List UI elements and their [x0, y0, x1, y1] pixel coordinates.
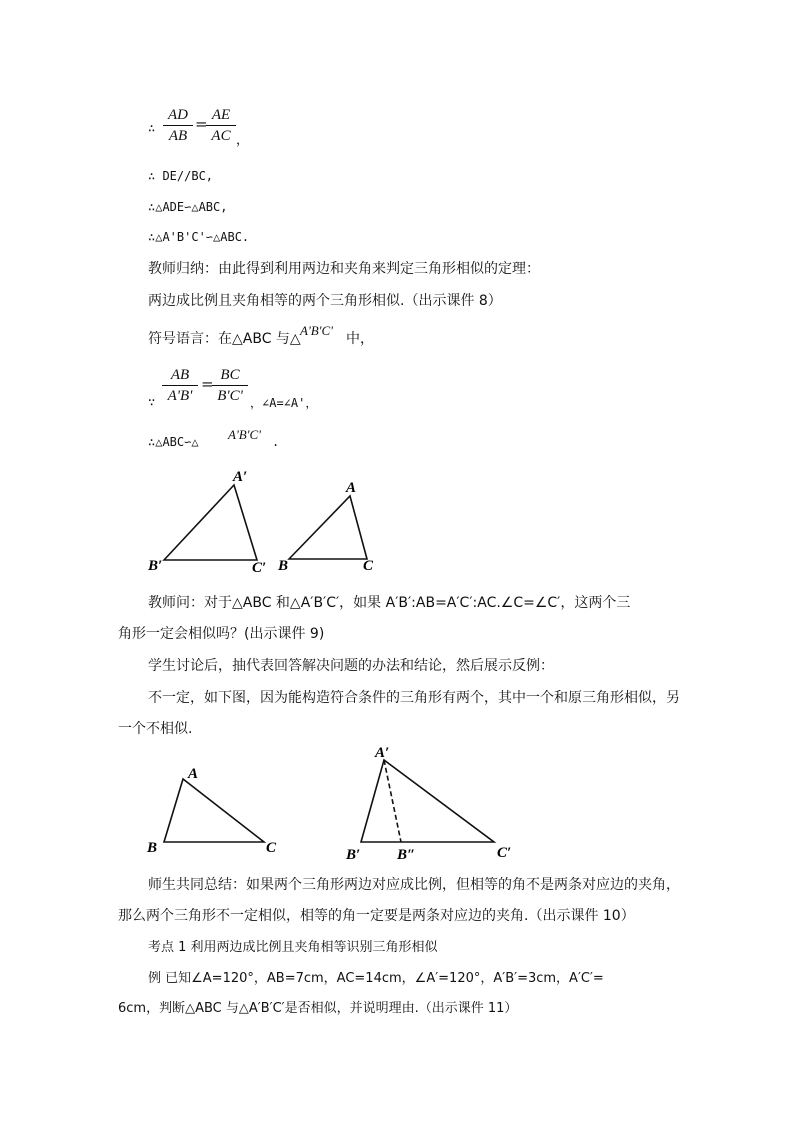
because-symbol: ∵ [148, 395, 156, 409]
label-a: A [346, 480, 357, 496]
triangle-a1b1c1 [164, 485, 257, 560]
comma: ， [236, 133, 250, 148]
answer-line-2: 一个不相似. [118, 721, 193, 737]
proof-line-ade-abc: ∴△ADE∽△ABC, [148, 200, 228, 214]
triangle-abc [289, 496, 367, 559]
label-b2: B″ [397, 847, 416, 863]
fraction-numerator: AB [170, 367, 190, 383]
example-line-1: 例 已知∠A=120°，AB=7cm，AC=14cm，∠A′=120°，A′B′=3cm，A′C′= [148, 971, 604, 986]
label-b1: B′ [148, 558, 163, 574]
label-c1-2: C′ [497, 845, 512, 861]
symbolic-conclusion-prefix: ∴△ABC∽△ [148, 435, 199, 449]
fraction-denominator: AC [211, 128, 231, 144]
exam-point-heading: 考点 1 利用两边成比例且夹角相等识别三角形相似 [148, 940, 438, 955]
answer-line-1: 不一定，如下图，因为能构造符合条件的三角形有两个，其中一个和原三角形相似，另 [148, 690, 680, 706]
symbolic-triangle-name: A'B'C' [300, 323, 333, 338]
fraction-numerator: BC [220, 367, 240, 383]
triangle-a1b1c1-counterexample [361, 760, 494, 842]
teacher-summary: 教师归纳：由此得到利用两边和夹角来判定三角形相似的定理： [148, 261, 540, 277]
theorem-statement: 两边成比例且夹角相等的两个三角形相似.（出示课件 8） [148, 293, 502, 309]
label-c1: C′ [252, 560, 267, 576]
question-line-2: 角形一定会相似吗？(出示课件 9) [118, 626, 325, 642]
summary-line-1: 师生共同总结：如果两个三角形两边对应成比例，但相等的角不是两条对应边的夹角， [148, 877, 680, 893]
fraction-numerator: AD [168, 107, 188, 123]
therefore-symbol: ∴ [148, 121, 156, 135]
fraction-denominator: B'C' [217, 388, 243, 404]
question-line-1: 教师问：对于△ABC 和△A′B′C′，如果 A′B′:AB=A′C′:AC.∠C=∠C′，这两个三 [148, 595, 631, 611]
summary-line-2: 那么两个三角形不一定相似，相等的角一定要是两条对应边的夹角.（出示课件 10） [118, 908, 635, 924]
symbolic-prefix: 符号语言：在△ABC 与△ [148, 331, 301, 347]
label-b-2: B [147, 840, 158, 856]
proof-line-de-bc: ∴ DE//BC, [148, 169, 214, 183]
angle-condition: ，∠A=∠A'， [250, 396, 318, 410]
label-b: B [278, 558, 289, 574]
proof-line-a1b1c1-abc: ∴△A'B'C'∽△ABC. [148, 230, 250, 244]
fraction-denominator: A'B' [167, 388, 193, 404]
dashed-segment-a1b2 [384, 760, 401, 842]
fraction-denominator: AB [168, 128, 188, 144]
equals-sign: = [201, 375, 214, 393]
symbolic-conclusion-triangle: A'B'C' [228, 427, 261, 442]
label-c-2: C [266, 840, 277, 856]
symbolic-suffix: 中， [346, 331, 374, 347]
fraction-numerator: AE [211, 107, 231, 123]
triangle-abc-counterexample [164, 779, 264, 842]
example-line-2: 6cm，判断△ABC 与△A′B′C′是否相似，并说明理由.（出示课件 11） [118, 1001, 518, 1016]
discussion-text: 学生讨论后，抽代表回答解决问题的办法和结论，然后展示反例： [148, 658, 554, 674]
label-c: C [363, 558, 374, 574]
label-a1-2: A′ [375, 745, 390, 761]
equals-sign: = [195, 115, 208, 133]
label-a1: A′ [233, 469, 248, 485]
symbolic-conclusion-suffix: . [272, 435, 280, 449]
label-a-2: A [188, 766, 199, 782]
label-b1-2: B′ [346, 847, 361, 863]
